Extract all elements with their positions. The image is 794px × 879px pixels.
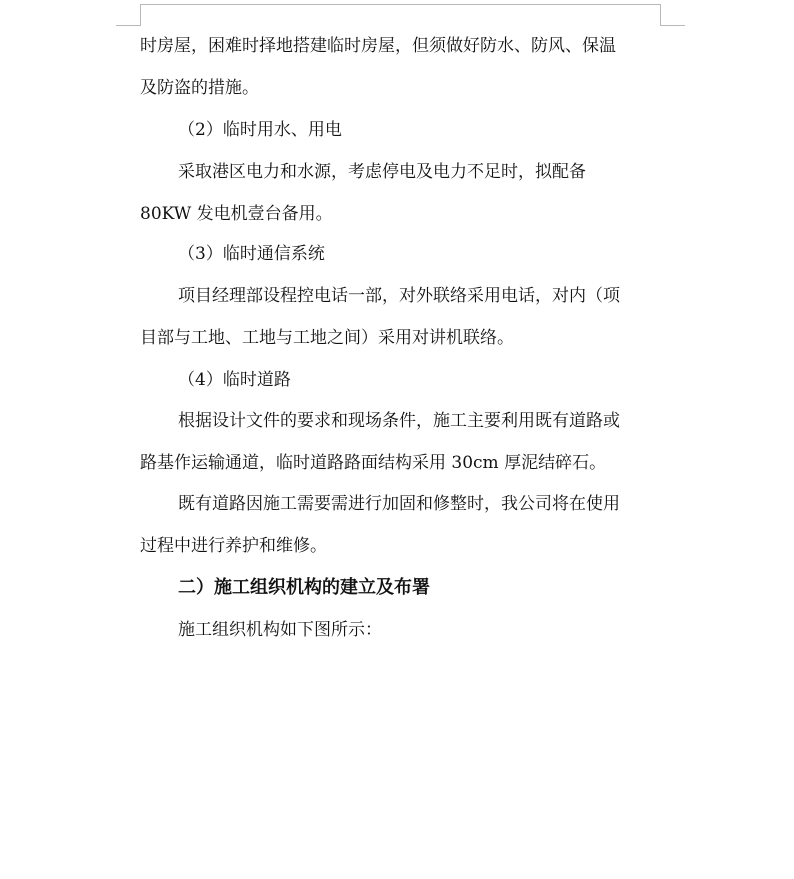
crop-mark-right [661, 25, 685, 26]
paragraph-line: 采取港区电力和水源，考虑停电及电力不足时，拟配备 [178, 162, 586, 182]
paragraph-line: 根据设计文件的要求和现场条件，施工主要利用既有道路或 [178, 411, 620, 431]
paragraph-line: 目部与工地、工地与工地之间）采用对讲机联络。 [140, 328, 514, 348]
page-margin-border [140, 4, 661, 26]
crop-mark-left [116, 25, 140, 26]
paragraph-line: 既有道路因施工需要需进行加固和修整时，我公司将在使用 [178, 494, 620, 514]
paragraph-line: 施工组织机构如下图所示： [178, 620, 382, 640]
section-subheading: （4）临时道路 [178, 370, 291, 390]
section-heading: 二）施工组织机构的建立及布署 [178, 577, 430, 598]
paragraph-line: 路基作运输通道，临时道路路面结构采用 30cm 厚泥结碎石。 [140, 453, 607, 473]
paragraph-line: 80KW 发电机壹台备用。 [140, 204, 333, 224]
section-subheading: （3）临时通信系统 [178, 244, 325, 264]
paragraph-line: 过程中进行养护和维修。 [140, 536, 327, 556]
paragraph-line: 时房屋，困难时择地搭建临时房屋，但须做好防水、防风、保温 [140, 36, 616, 56]
section-subheading: （2）临时用水、用电 [178, 120, 342, 140]
paragraph-line: 及防盗的措施。 [140, 78, 259, 98]
paragraph-line: 项目经理部设程控电话一部，对外联络采用电话，对内（项 [178, 286, 620, 306]
